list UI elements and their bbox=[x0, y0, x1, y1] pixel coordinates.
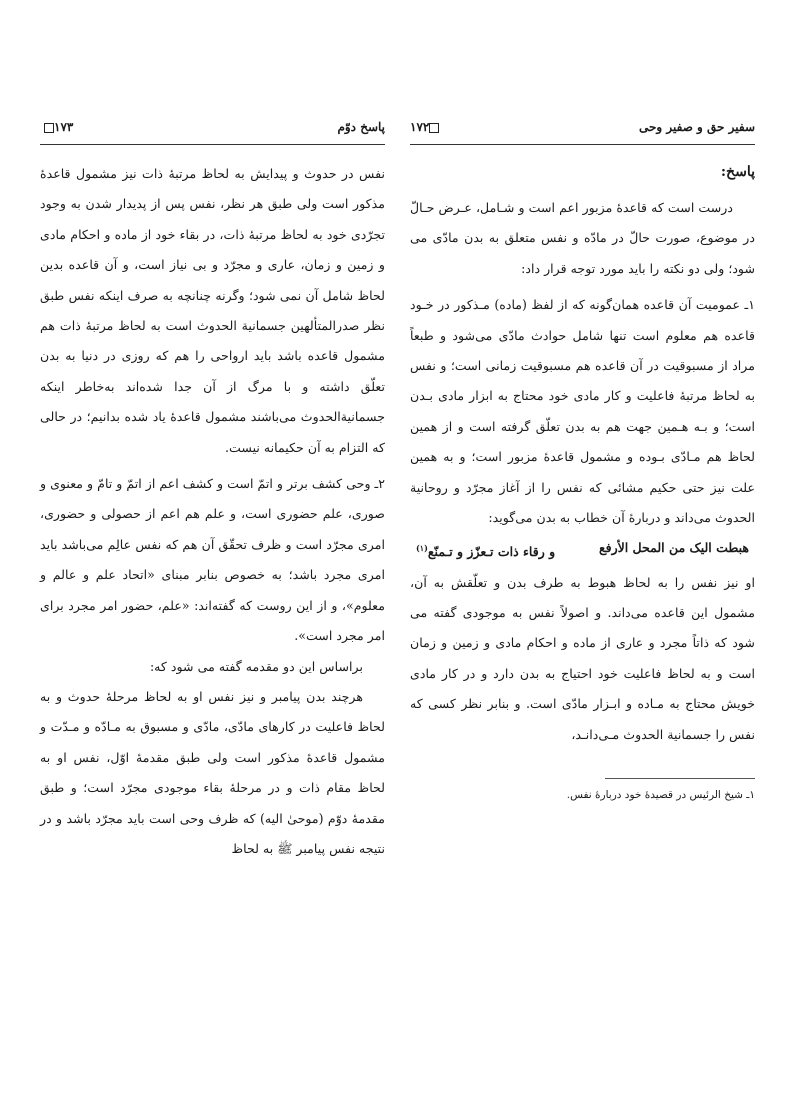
right-running-title: سفیر حق و صفیر وحی bbox=[638, 120, 755, 134]
verse-second-hemistich: و رقاء ذات تـعزّز و تـمنّع bbox=[427, 544, 556, 560]
left-paragraph-3: براساس این دو مقدمه گفته می شود که: bbox=[149, 658, 363, 674]
answer-heading: پاسخ: bbox=[720, 164, 755, 180]
footnote: ۱ـ شیخ الرئیس در قصیدهٔ خود دربارهٔ نفس. bbox=[566, 789, 755, 802]
left-paragraph-4: هرچند بدن پیامبر و نیز نفس او به لحاظ مرحلهٔ حدوث و به لحاظ فاعلیت در کارهای مادّی، مادّی و مسبوق به مـادّه و مـدّت و مشمول قاعدهٔ مذکور است ولی طبق مقدمهٔ اوّل، نفس او به لحاظ مقام ذات و در مرحلهٔ بقاء موجودی مجرّد است؛ و طبق مقدمهٔ دوّم (موحیٰ الیه) که ظرف وحی است باید مجرّد باشد و در نتیجه نفس پیامبر ﷺ به لحاظ bbox=[40, 688, 385, 856]
right-page-number: ۱۷۲ bbox=[410, 120, 430, 134]
left-running-title: پاسخ دوّم bbox=[337, 120, 385, 134]
left-page-number-group bbox=[40, 120, 73, 134]
right-paragraph-1: درست است که قاعدهٔ مزبور اعم است و شـامل، عـرض حـالّ در موضوع، صورت حالّ در مادّه و نفس متعلق به بدن مادّی می شود؛ ولی دو نکته را باید مورد توجه قرار داد: bbox=[410, 200, 755, 276]
left-paragraph-1: نفس در حدوث و پیدایش به لحاظ مرتبهٔ ذات نیز مشمول قاعدهٔ مذکور است ولی طبق هر نظر، نفس پس از پدیدار شدن به وجود تجرّدی خود به لحاظ مرتبهٔ ذات، در بقاء خود از ماده و احکام مادی و زمین و زمان، عاری و مجرّد و بی نیاز است، و آن قاعده بدین لحاظ شامل آن نمی شود؛ وگرنه چنانچه به صرف اینکه نفس طبق نظر صدرالمتألهین جسمانیة الحدوث است به لحاظ مرتبهٔ ذات هم مشمول قاعده باشد باید ارواحی را هم که روزی در دنیا به بدن تعلّق داشته و با مرگ از آن جدا شده‌اند به‌خاطر اینکه جسمانیةالحدوث می‌باشند مشمول قاعدهٔ یاد شده بدانیم؛ در حالی که التزام به آن حکیمانه نیست. bbox=[40, 166, 385, 455]
right-page bbox=[410, 118, 755, 805]
verse-second-hemistich-group bbox=[416, 533, 555, 567]
footnote-marker: (۱) bbox=[416, 543, 428, 554]
left-page-number: ۱۷۳ bbox=[54, 120, 74, 134]
square-icon bbox=[44, 123, 54, 133]
left-page bbox=[40, 118, 385, 864]
left-paragraph-2: ۲ـ وحی کشف برتر و اتمّ است و کشف اعم از اتمّ و تامّ و معنوی و صوری، علم حضوری است، و علم هم اعم از حصولی و حضوری، امری مجرّد است و ظرف تحقّق آن هم که نفس عالِم می‌باشد باید امری مجرد باشد؛ به خصوص بنابر مبنای «اتحاد علم و عالم و معلوم»، و از این روست که گفته‌اند: «علم، حضور امر مجرد برای امر مجرد است». bbox=[39, 476, 385, 644]
footnote-divider bbox=[605, 778, 755, 779]
left-page-header bbox=[40, 118, 385, 145]
right-paragraph-2: ۱ـ عمومیت آن قاعده همان‌گونه که از لفظ (ماده) مـذکور در خـود قاعده هم معلوم است تنها شامل حوادث مادّی می‌شود و طبعاً مراد از مسبوقیت در آن قاعده هم مسبوقیت زمانی است؛ و نفس به لحاظ مرتبهٔ فاعلیت و کار مادی خود محتاج به ابزار مادی بـدن است؛ و بـه هـمین جهت هم به بدن تعلّق گرفته است و از همین لحاظ هم مـادّی بـوده و مشمول قاعدهٔ مزبور است؛ و به همین علت نیز حتی حکیم مشائی که نفس را از آغاز مجرّد و روحانیة الحدوث می‌داند و دربارهٔ آن خطاب به بدن می‌گوید: bbox=[410, 297, 755, 526]
verse-first-hemistich: هبطت الیک من المحل الأرفع bbox=[598, 540, 749, 556]
poem-verse bbox=[410, 533, 755, 567]
right-page-number-group bbox=[410, 120, 443, 134]
right-paragraph-3: او نیز نفس را به لحاظ هبوط به طرف بدن و تعلّقش به آن، مشمول این قاعده می‌داند. و اصولاً نفس به موجودی گفته می شود که ذاتاً مجرد و عاری از ماده و احکام مادی و زمین و زمان است و به لحاظ فاعلیت خود احتیاج به بدن دارد و در کار مادی خویش محتاج به مـاده و ابـزار مادّی است. و بنابر نظر کسی که نفس را جسمانیة الحدوث مـی‌دانـد، bbox=[410, 574, 755, 742]
square-icon bbox=[429, 123, 439, 133]
right-page-header bbox=[410, 118, 755, 145]
